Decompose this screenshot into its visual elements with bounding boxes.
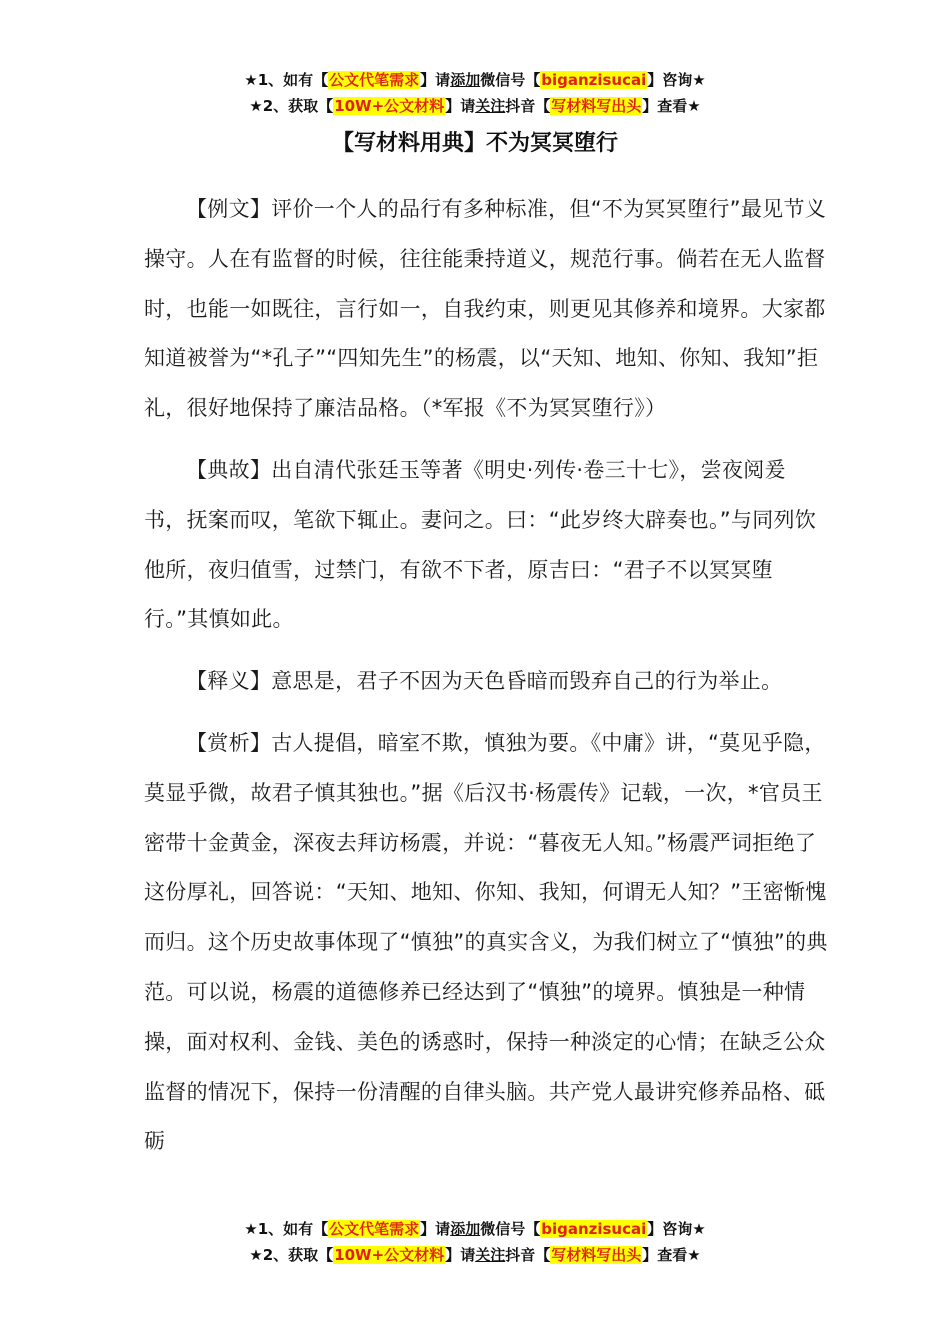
banner-line-1 [0, 1216, 950, 1242]
paragraph-allusion: 【典故】出自清代张廷玉等著《明史·列传·卷三十七》，尝夜阅爰书，抚案而叹，笔欲下辄止。妻问之。曰：“此岁终大辟奏也。”与同列饮他所，夜归值雪，过禁门，有欲不下者，原吉曰：“君子不以冥冥堕行。”其慎如此。 [144, 457, 817, 632]
banner-text: 】请 [445, 97, 476, 115]
banner-text: 】查看★ [642, 97, 701, 115]
banner-line-2 [0, 93, 950, 119]
banner-text: 】咨询★ [647, 1220, 706, 1238]
highlight-wechat-id: biganzisucai [541, 71, 647, 89]
banner-text: 抖音【 [505, 97, 551, 115]
highlight-materials: 10W+公文材料 [334, 97, 445, 115]
banner-line-1 [0, 67, 950, 93]
banner-text: 】请 [420, 71, 451, 89]
banner-text: 】请 [420, 1220, 451, 1238]
highlight-wechat-id: biganzisucai [541, 1220, 647, 1238]
banner-text: ★2、获取【 [249, 1246, 334, 1264]
highlight-materials: 10W+公文材料 [334, 1246, 445, 1264]
banner-text: 】查看★ [642, 1246, 701, 1264]
banner-text: ★1、如有【 [244, 71, 329, 89]
paragraph-example: 【例文】评价一个人的品行有多种标准，但“不为冥冥堕行”最见节义操守。人在有监督的时候，往往能秉持道义，规范行事。倘若在无人监督时，也能一如既往，言行如一，自我约束，则更见其修养和境界。大家都知道被誉为“*孔子”“四知先生”的杨震，以“天知、地知、你知、我知”拒礼，很好地保持了廉洁品格。（*军报《不为冥冥堕行》） [144, 197, 827, 421]
banner-line-2 [0, 1242, 950, 1268]
footer-banner [0, 1216, 950, 1268]
highlight-douyin-account: 写材料写出头 [551, 1246, 642, 1264]
highlight-ghostwriting: 公文代笔需求 [329, 1220, 420, 1238]
banner-text: ★2、获取【 [249, 97, 334, 115]
underlined-follow: 关注 [475, 1246, 506, 1264]
document-title: 【写材料用典】不为冥冥堕行 [331, 131, 618, 156]
banner-text: 微信号【 [480, 71, 541, 89]
banner-text: ★1、如有【 [244, 1220, 329, 1238]
banner-text: 】请 [445, 1246, 476, 1264]
header-banner [0, 67, 950, 119]
paragraph-analysis: 【赏析】古人提倡，暗室不欺，慎独为要。《中庸》讲，“莫见乎隐，莫显乎微，故君子慎其独也。”据《后汉书·杨震传》记载，一次，*官员王密带十金黄金，深夜去拜访杨震，并说：“暮夜无人知。”杨震严词拒绝了这份厚礼，回答说：“天知、地知、你知、我知，何谓无人知？”王密惭愧而归。这个历史故事体现了“慎独”的真实含义，为我们树立了“慎独”的典范。可以说，杨震的道德修养已经达到了“慎独”的境界。慎独是一种情操，面对权利、金钱、美色的诱惑时，保持一种淡定的心情；在缺乏公众监督的情况下，保持一份清醒的自律头脑。共产党人最讲究修养品格、砥砺 [144, 730, 828, 1154]
highlight-douyin-account: 写材料写出头 [551, 97, 642, 115]
banner-text: 抖音【 [505, 1246, 551, 1264]
banner-text: 微信号【 [480, 1220, 541, 1238]
paragraph-meaning: 【释义】意思是，君子不因为天色昏暗而毁弃自己的行为举止。 [186, 669, 783, 694]
underlined-add: 添加 [450, 1220, 481, 1238]
banner-text: 】咨询★ [647, 71, 706, 89]
underlined-add: 添加 [450, 71, 481, 89]
document-body [144, 185, 828, 1154]
highlight-ghostwriting: 公文代笔需求 [329, 71, 420, 89]
underlined-follow: 关注 [475, 97, 506, 115]
